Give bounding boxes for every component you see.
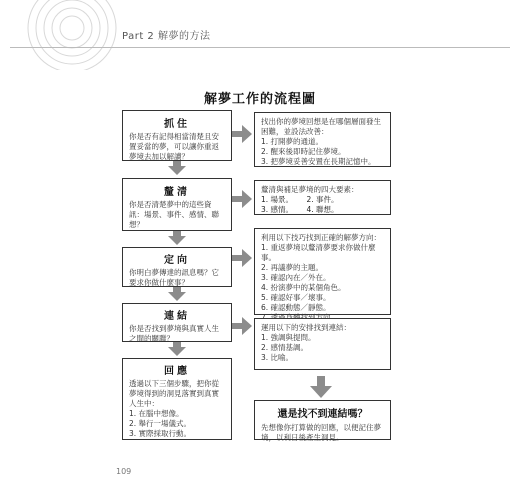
tip-item: 2. 事件。 — [306, 195, 339, 204]
step-text: 你是否找到夢境與真實人生之間的關聯？ — [129, 324, 219, 343]
tip-item: 1. 重返夢境以釐清夢要求你做什麼事。 — [261, 243, 376, 262]
step-text: 你明白夢傳達的訊息嗎？它要求你做什麼事？ — [129, 268, 219, 287]
step-title: 回應 — [164, 366, 190, 377]
step-text: 透過以下三個步驟，把你從夢境得到的洞見落實到真實人生中： — [129, 379, 219, 408]
step-text: 你是否清楚夢中的這些資訊：場景、事件、感情、聯想？ — [129, 200, 219, 229]
step-text: 你是否有記得相當清楚且安置妥當的夢，可以讓你重返夢境去加以解讀？ — [129, 132, 219, 161]
tip-intro: 找出你的夢境回想是在哪個層面發生困難，並設法改善： — [261, 117, 381, 136]
step-title: 連結 — [164, 311, 190, 322]
tip-item: 2. 再議夢的主題。 — [261, 263, 324, 272]
tip-item: 5. 確認好事／壞事。 — [261, 293, 331, 302]
step-box-orient — [122, 247, 232, 287]
down-arrow — [168, 231, 186, 245]
tip-item: 3. 感情。 — [261, 205, 294, 214]
down-arrow — [168, 287, 186, 301]
page-title: 解夢工作的流程圖 — [203, 92, 316, 107]
tip-item: 3. 把夢境妥善安置在長期記憶中。 — [261, 157, 376, 166]
tip-item: 2. 感情基調。 — [261, 343, 309, 352]
step-title: 抓住 — [164, 119, 190, 130]
tip-item: 1. 強調與提問。 — [261, 333, 316, 342]
down-arrow — [168, 342, 186, 356]
step-box-respond — [122, 358, 232, 440]
right-arrow — [232, 317, 252, 335]
step-title: 定向 — [164, 255, 190, 266]
tip-item: 3. 比喻。 — [261, 353, 294, 362]
tip-box-direction — [254, 228, 391, 315]
step-box-connect — [122, 303, 232, 342]
tip-item: 1. 場景。 — [261, 195, 294, 204]
step-title: 釐清 — [164, 187, 190, 198]
step-item: 1. 在腦中想像。 — [129, 409, 184, 418]
tip-item: 6. 確認動態／靜態。 — [261, 303, 331, 312]
tip-intro: 利用以下技巧找到正確的解夢方向： — [261, 233, 381, 242]
tip-item: 4. 扮演夢中的某個角色。 — [261, 283, 346, 292]
tip-box-recall — [254, 112, 391, 167]
right-arrow — [232, 125, 252, 143]
right-arrow — [232, 190, 252, 208]
tip-box-elements — [254, 180, 391, 215]
step-box-grasp — [122, 110, 232, 161]
tip-intro: 釐清與補足夢境的四大要素： — [261, 185, 359, 194]
page-number: 109 — [116, 467, 132, 476]
tip-intro: 運用以下的安排找到連結： — [261, 323, 351, 332]
down-arrow-final — [310, 376, 332, 398]
tip-item: 2. 醒來後即時記住夢境。 — [261, 147, 346, 156]
tip-item: 1. 打開夢的通道。 — [261, 137, 324, 146]
final-box-no-connection — [254, 400, 391, 440]
final-title: 還是找不到連結嗎？ — [277, 409, 368, 420]
right-arrow — [232, 249, 252, 267]
step-item: 2. 舉行一場儀式。 — [129, 419, 192, 428]
section-header: Part 2 解夢的方法 — [122, 31, 211, 42]
down-arrow — [168, 161, 186, 175]
final-text: 先想像你打算做的回應，以便記住夢境，以利日後產生洞見。 — [261, 423, 381, 442]
tip-item-grid — [261, 195, 346, 215]
step-box-clarify — [122, 178, 232, 231]
tip-box-connection — [254, 318, 391, 370]
tip-item: 4. 聯想。 — [306, 205, 339, 214]
tip-item: 3. 確認內在／外在。 — [261, 273, 331, 282]
step-item: 3. 實際採取行動。 — [129, 429, 192, 438]
